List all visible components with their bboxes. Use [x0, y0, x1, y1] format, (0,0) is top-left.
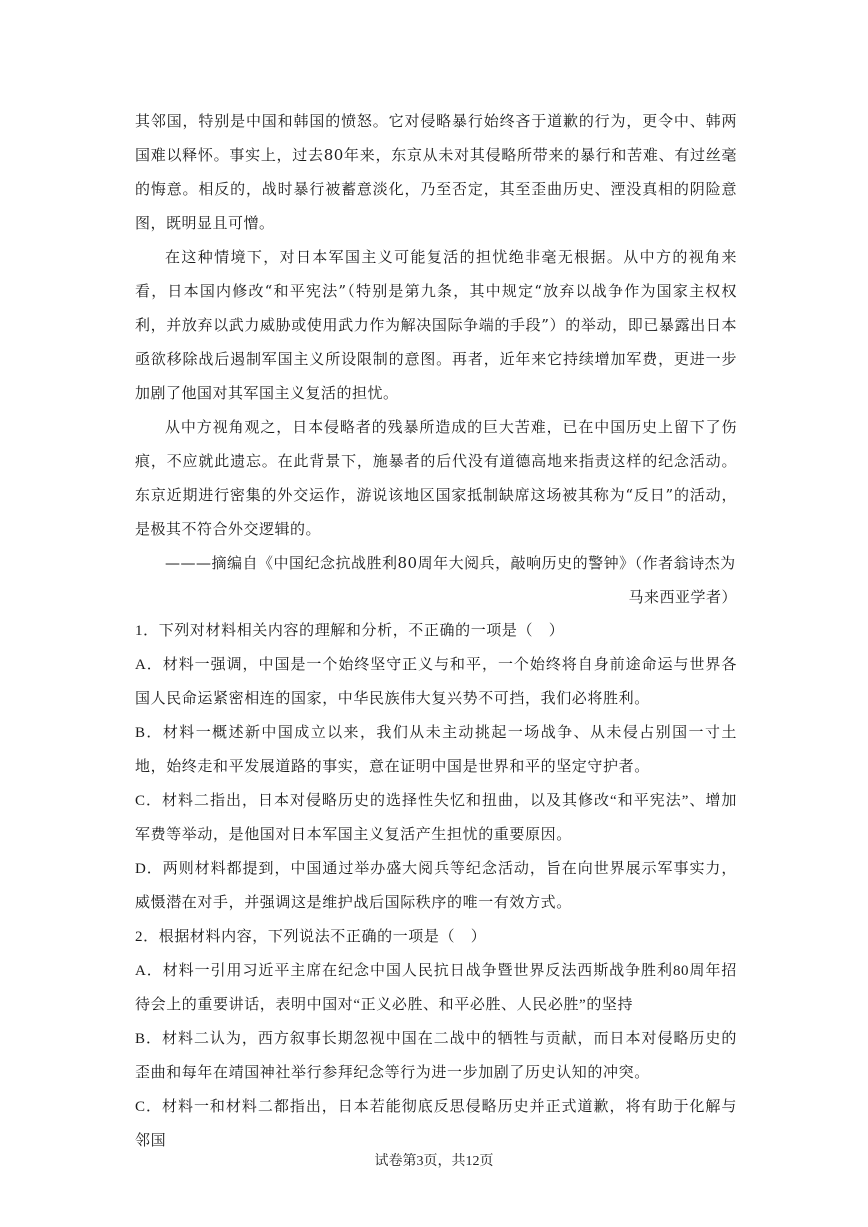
article-paragraph: 从中方视角观之，日本侵略者的残暴所造成的巨大苦难，已在中国历史上留下了伤痕，不应就此遗忘。在此背景下，施暴者的后代没有道德高地来指责这样的纪念活动。东京近期进行密集的外交运作，游说该地区国家抵制缺席这场被其称为“反日”的活动，是极其不符合外交逻辑的。 — [135, 418, 737, 538]
page-footer: 试卷第3页，共12页 — [374, 1154, 494, 1169]
article-paragraph: 在这种情境下，对日本军国主义可能复活的担忧绝非毫无根据。从中方的视角来看，日本国内修改“和平宪法”（特别是第九条，其中规定“放弃以战争作为国家主权权利，并放弃以武力威胁或使用武力作为解决国际争端的手段”）的举动，即已暴露出日本亟欲移除战后遏制军国主义所设限制的意图。再者，近年来它持续增加军费，更进一步加剧了他国对其军国主义复活的担忧。 — [135, 248, 737, 402]
option-d: D．两则材料都提到，中国通过举办盛大阅兵等纪念活动，旨在向世界展示军事实力，威慑潜在对手，并强调这是维护战后国际秩序的唯一有效方式。 — [135, 861, 737, 911]
article-paragraph: 其邻国，特别是中国和韩国的愤怒。它对侵略暴行始终吝于道歉的行为，更令中、韩两国难以释怀。事实上，过去80年来，东京从未对其侵略所带来的暴行和苦难、有过丝毫的悔意。相反的，战时暴行被蓄意淡化，乃至否定，其至歪曲历史、湮没真相的阴险意图，既明显且可憎。 — [135, 112, 737, 232]
question-2 — [135, 920, 737, 1158]
source-credit: ———摘编自《中国纪念抗战胜利80周年大阅兵，敲响历史的警钟》（作者翁诗杰为 — [165, 554, 736, 572]
source-credit-author: 马来西亚学者） — [628, 588, 737, 606]
option-b: B．材料二认为，西方叙事长期忽视中国在二战中的牺牲与贡献，而日本对侵略历史的歪曲和每年在靖国神社举行参拜纪念等行为进一步加剧了历史认知的冲突。 — [135, 1031, 737, 1081]
option-c: C．材料二指出，日本对侵略历史的选择性失忆和扭曲，以及其修改“和平宪法”、增加军费等举动，是他国对日本军国主义复活产生担忧的重要原因。 — [135, 793, 737, 843]
question-1 — [135, 614, 737, 920]
option-a: A．材料一强调，中国是一个始终坚守正义与和平，一个始终将自身前途命运与世界各国人民命运紧密相连的国家，中华民族伟大复兴势不可挡，我们必将胜利。 — [135, 657, 737, 707]
question-stem: 1．下列对材料相关内容的理解和分析，不正确的一项是（ ） — [135, 623, 565, 639]
option-c: C．材料一和材料二都指出，日本若能彻底反思侵略历史并正式道歉，将有助于化解与邻国 — [135, 1099, 737, 1149]
option-a: A．材料一引用习近平主席在纪念中国人民抗日战争暨世界反法西斯战争胜利80周年招待会上的重要讲话，表明中国对“正义必胜、和平必胜、人民必胜”的坚持 — [135, 963, 737, 1013]
question-stem: 2．根据材料内容，下列说法不正确的一项是（ ） — [135, 929, 487, 945]
page-content — [135, 104, 737, 1158]
option-b: B．材料一概述新中国成立以来，我们从未主动挑起一场战争、从未侵占别国一寸土地，始终走和平发展道路的事实，意在证明中国是世界和平的坚定守护者。 — [135, 725, 737, 775]
